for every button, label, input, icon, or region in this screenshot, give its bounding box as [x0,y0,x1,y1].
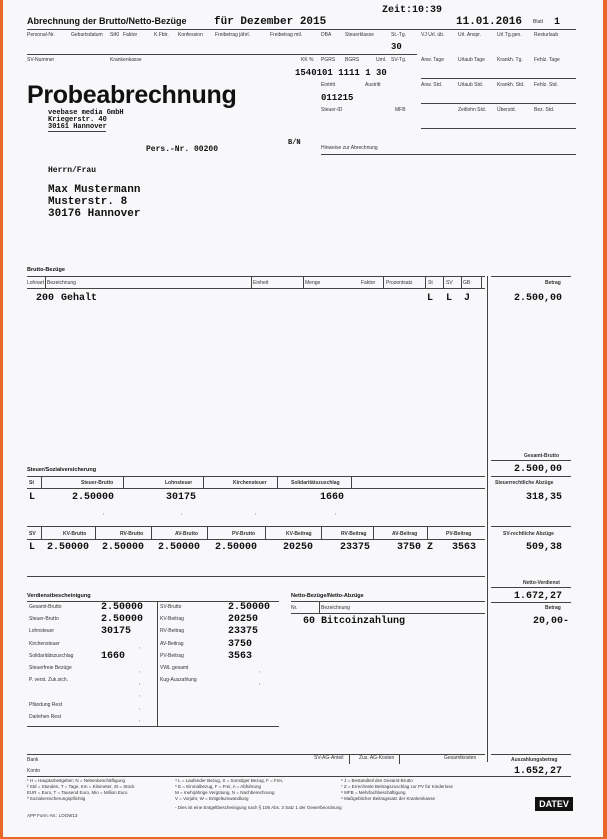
verdienst-section-title: Verdienstbescheinigung [27,593,91,599]
brutto-section-title: Brutto-Bezüge [27,267,65,273]
label-urlaub-std: Urlaub Std. [458,82,484,88]
label-urlaub-tage: Urlaub Tage [458,57,485,63]
label-rv-beitrag: RV-Beitrag [341,531,367,537]
kv-beitrag-value: 20250 [283,542,314,553]
label-sv-nummer: SV-Nummer [27,57,55,63]
verdienst-right-blank-mark: , [259,668,261,674]
label-faktor: Faktor [123,32,138,38]
footnote-line: EUR = Euro, T = Tausend Euro, Mio = Million Euro [27,790,128,795]
label-kirchensteuer: Kirchensteuer [233,480,267,486]
gehalt-betrag: 2.500,00 [514,293,563,304]
nbez-betrag-value: 20,00- [533,616,570,627]
label-freibetrag-mtl: Freibetrag mtl. [270,32,303,38]
time-stamp: Zeit:10:39 [382,5,443,16]
verdienst-value: 2.50000 [101,614,144,626]
datev-logo: DATEV [535,797,573,811]
steuer-code: L [29,492,36,503]
label-krankh-std: Krankh. Std. [497,82,525,88]
verdienst-right-label: AV-Beitrag [160,640,184,647]
verdienst-blank-mark: , [139,668,141,674]
verdienst-right-value: 23375 [228,626,259,638]
sv-line-values: 1540101 1111 1 30 [295,68,387,78]
label-pv-beitrag: PV-Beitrag [446,531,472,537]
label-st-col: St [428,280,433,286]
verdienst-label: Gesamt-Brutto [29,604,62,610]
recipient-name: Max Mustermann [48,184,141,196]
footnote-line: ¹ H = Hauptarbeitgeber; N = Nebenbeschäftigung [27,778,126,783]
label-resturlaub: Resturlaub [534,32,559,38]
label-av-brutto: AV-Brutto [175,531,198,537]
label-kv-beitrag: KV-Beitrag [286,531,312,537]
label-url-tg-gen: Url.Tg.gen. [497,32,522,38]
pv-beitrag-value: 3563 [452,542,477,553]
verdienst-blank-mark: , [139,716,141,723]
footnote-line: V = Vorjahr, W = Entgeltumwandlung [175,796,249,801]
label-nbez-bezeichnung: Bezeichnung [321,605,350,611]
steuer-brutto-value: 2.50000 [72,492,115,503]
label-anw-std: Anw. Std. [421,82,443,88]
label-stkl: StKl [110,32,120,38]
period: für Dezember 2015 [214,16,327,28]
app-form-number: APP Form.-Nr.: LOGW13 [27,813,78,818]
lohnart-value: 200 [36,293,55,304]
footnote-line: ² Std = Stunden, T = Tage, Km = Kilometer, St = Stück [27,784,135,789]
verdienst-label: P. verst. Zuk.sich. [29,677,69,684]
label-rv-brutto: RV-Brutto [120,531,144,537]
verdienst-right-label: PV-Beitrag [160,652,184,659]
document-title: Abrechnung der Brutto/Netto-Bezüge [27,16,187,26]
nbez-bezeichnung-value: Bitcoinzahlung [321,616,406,627]
label-kv-brutto: KV-Brutto [63,531,87,537]
steuer-section-title: Steuer/Sozialversicherung [27,467,97,473]
label-nr: Nr. [291,605,298,611]
verdienst-right-value: 2.50000 [228,602,271,613]
label-konto: Konto [27,768,41,774]
verdienst-blank-mark: , [139,704,141,711]
label-lohnsteuer: Lohnsteuer [165,480,193,486]
av-brutto-value: 2.50000 [158,542,201,553]
st-tg-value: 30 [391,42,402,52]
nbez-section-title: Netto-Bezüge/Netto-Abzüge [291,593,364,599]
label-hinweise: Hinweise zur Abrechnung [321,145,378,151]
verdienst-blank-mark: , [139,680,141,687]
pv-brutto-value: 2.50000 [215,542,258,553]
label-kfbtr: K.Fbtr. [154,32,169,38]
gesamt-brutto-value: 2.500,00 [514,464,563,475]
label-steuer-id: Steuer-ID [321,107,343,113]
label-st-stsv: St [29,480,34,486]
label-steuer-abzuege: Steuerrechtliche Abzüge [495,480,554,486]
sv-abzuege-value: 509,38 [526,542,563,553]
recipient-city: 30176 Hannover [48,208,141,220]
label-krankh-tg: Krankh. Tg. [497,57,523,63]
company-name: veebase media GmbH [48,109,124,117]
company-street: Kriegerstr. 40 [48,116,107,124]
netto-verdienst-value: 1.672,27 [514,591,563,602]
verdienst-right-value: 3563 [228,650,253,662]
verdienst-right-label: Kug-Auszahlung [160,677,197,684]
footnote-line: ⁴ L = Laufender Bezug, S = Sonstiger Bezug, F = Frei, [175,778,283,783]
footnote-line: ⁶ J = Bestandteil des Gesamt-Brutto [341,778,413,783]
label-mfb: MFB [395,107,406,113]
footnote-line: ⁵ E = Einmalbezug, F = Frei, A = Abführung [175,784,262,789]
verdienst-right-value: 3750 [228,638,253,650]
nbez-nr-value: 60 [303,616,316,627]
personal-number: Pers.-Nr. 00200 [146,145,219,154]
footnote-legal: - Dies ist eine Entgeltbescheinigung nach § 108 Abs. 3 Satz 1 der Gewerbeordnung [175,805,342,810]
payslip-sheet: Zeit:10:39 Abrechnung der Brutto/Netto-Bezüge für Dezember 2015 11.01.2016 Blatt 1 Personal-Nr. Geburtsdatum StKl Faktor K.Fbtr. Konfession Freibetrag jährl. Freibetrag mtl. DBA Steuerklasse St.-Tg. 30 VJ Url. üb. Url. Anspr. Url.Tg.gen. Resturlaub SV-Nummer Krankenkasse KK % PGRS BGRS Uml. SV-Tg. 1540101 1111 1 30 Anw. Tage Urlaub Tage Krankh. Tg. Fehlz. Tage Probeabrechnung Eintritt Austritt 011215 Steuer-ID MFB Anw. Std. Urlaub Std. Krankh. Std. Fehlz. Std. Zeitlohn Std. Überstd. Bez. Std. veebase media GmbH Kriegerstr. 40 30161 Hannover Pers.-Nr. 00200 B/N Hinweise zur Abrechnung Herrn/Frau Max Mustermann Musterstr. 8 30176 Hannover Brutto-Bezüge Lohnart Bezeichnung Einheit Menge Faktor Prozentsatz St SV GB Betrag 200 Gehalt L L J 2.500,00 Gesamt-Brutto 2.500,00 Steuer/Sozialversicherung St Steuer-Brutto Lohnsteuer Kirchensteuer Solidaritätszuschlag Steuerrechtliche Abzüge L 2.50000 30175 1660 318,35 , , , , SV KV-Brutto RV-Brutto AV-Brutto PV-Brutto KV-Beitrag RV-Beitrag AV-Beitrag PV-Beitrag SV-rechtliche Abzüge L 2.50000 2.50000 2.50000 2.50000 20250 23375 3750 Z 3563 509,38 Netto-Verdienst 1.672,27 Verdienstbescheinigung Gesamt-Brutto 2.50000 Steuer-Brutto 2.50000 Lohnsteuer 30175 Kirchensteuer , Solidaritätszuschlag 1660 Steuerfreie Bezüge , P. verst. Zuk.sich. , , Pfändung Rest , Darlehen Rest , SV-Brutto 2.50000 KV-Beitrag 20250 RV-Beitrag 23375 AV-Beitrag 3750 PV-Beitrag 3563 VWL gesamt , Kug-Auszahlung , Netto-Bezüge/Netto-Abzüge Nr. Bezeichnung Betrag 60 Bitcoinzahlung 20,00- Bank Konto SV-AG-Anteil Zus. AG-Kosten Gesamtkosten Auszahlungsbetrag 1.652,27 ¹ H = Hauptarbeitgeber; N = Nebenbeschäftigung ² Std = Stunden, T = Tage, Km = Kilometer, St = Stück EUR = Euro, T = Tausend Euro, Mio = Million Euro ³ Sozialversicherungspflichtig ⁴ L = Laufender Bezug, S = Sonstiger Bezug, F = Frei, ⁵ E = Einmalbezug, F = Frei, A = Abführung M = mehrjährige Vergütung, N = Nachberechnung V = Vorjahr, W = Entgeltumwandlung ⁶ J = Bestandteil des Gesamt-Brutto ⁷ Z = Errechnete Beitragszuschlag zur PV für Kinderlose ⁸ MFB = Mehrfachbeschäftigung ⁹ Maßgeblicher Beitragssatz der Krankenkasse - Dies ist eine Entgeltbescheinigung nach § 108 Abs. 3 Satz 1 der Gewerbeordnung APP Form.-Nr.: LOGW13 DATEV [3,0,603,837]
verdienst-right-blank-mark: , [259,680,261,687]
footnote-line: ³ Sozialversicherungspflichtig [27,796,86,801]
verdienst-value: 2.50000 [101,602,144,613]
label-prozentsatz: Prozentsatz [386,280,413,286]
verdienst-right-label: VWL gesamt [160,665,189,671]
sv-code: L [29,542,36,553]
eintritt-value: 011215 [321,93,354,103]
label-anw-tage: Anw. Tage [421,57,444,63]
rv-beitrag-value: 23375 [340,542,371,553]
av-beitrag-value: 3750 [397,542,422,553]
label-st-tg: St.-Tg. [391,32,407,38]
verdienst-label: Lohnsteuer [29,628,55,635]
bn-marker: B/N [288,139,301,147]
verdienst-right-label: RV-Beitrag [160,628,185,635]
label-freibetrag-jaehrl: Freibetrag jährl. [215,32,251,38]
verdienst-label: Darlehen Rest [29,713,61,720]
verdienst-right-label: SV-Brutto [160,604,182,610]
label-sv-ag-anteil: SV-AG-Anteil [314,755,344,761]
label-kk-prozent: KK % [301,57,314,63]
label-url-anspr: Url. Anspr. [458,32,482,38]
verdienst-label: Pfändung Rest [29,701,63,708]
label-einheit: Einheit [253,280,269,286]
label-sv-tg: SV-Tg. [391,57,407,63]
footnote-line: M = mehrjährige Vergütung, N = Nachberechnung [175,790,275,795]
label-zus-ag-kosten: Zus. AG-Kosten [359,755,395,761]
label-konfession: Konfession [178,32,203,38]
label-bezeichnung: Bezeichnung [47,280,76,286]
label-zeitlohn-std: Zeitlohn Std. [458,107,487,113]
verdienst-label: Solidaritätszuschlag [29,652,74,659]
label-ueberstd: Überstd. [497,107,516,113]
label-krankenkasse: Krankenkasse [110,57,142,63]
footnote-line: ⁹ Maßgeblicher Beitragssatz der Krankenkasse [341,796,435,801]
blatt-label: Blatt [533,19,544,25]
verdienst-value: 30175 [101,626,132,638]
probeabrechnung-title: Probeabrechnung [27,81,237,109]
label-vj-url: VJ Url. üb. [421,32,445,38]
verdienst-label: Steuer-Brutto [29,616,59,623]
verdienst-label: Kirchensteuer [29,640,60,647]
bezeichnung-value: Gehalt [61,293,98,304]
salutation: Herrn/Frau [48,166,97,175]
verdienst-right-label: KV-Beitrag [160,616,184,623]
label-betrag: Betrag [545,280,561,286]
verdienst-value: 1660 [101,650,126,662]
label-eintritt: Eintritt [321,82,336,88]
verdienst-label: Steuerfreie Bezüge [29,665,72,671]
label-sv-stsv: SV [29,531,36,537]
label-fehlz-std: Fehlz. Std. [534,82,558,88]
label-dba: DBA [321,32,332,38]
label-bez-std: Bez. Std. [534,107,555,113]
gb-value: J [464,293,471,304]
label-pgrs: PGRS [321,57,336,63]
label-sv-abzuege: SV-rechtliche Abzüge [503,531,554,537]
pv-zuschlag-marker: Z [427,542,434,553]
recipient-street: Musterstr. 8 [48,196,128,208]
label-pv-brutto: PV-Brutto [232,531,256,537]
footnote-line: ⁷ Z = Errechnete Beitragszuschlag zur PV für Kinderlose [341,784,454,789]
label-gesamt-brutto: Gesamt-Brutto [524,453,560,459]
label-sv-col: SV [446,280,453,286]
label-soli: Solidaritätszuschlag [291,480,340,486]
label-personal-nr: Personal-Nr. [27,32,55,38]
label-bgrs: BGRS [345,57,360,63]
company-city: 30161 Hannover [48,123,107,131]
label-geburtsdatum: Geburtsdatum [71,32,103,38]
label-menge: Menge [305,280,321,286]
label-netto-verdienst: Netto-Verdienst [523,580,560,586]
label-gb-col: GB [463,280,471,286]
label-austritt: Austritt [365,82,381,88]
date: 11.01.2016 [456,16,523,28]
label-nbez-betrag: Betrag [545,605,561,611]
soli-value: 1660 [320,492,345,503]
lohnsteuer-value: 30175 [166,492,197,503]
kv-brutto-value: 2.50000 [47,542,90,553]
rv-brutto-value: 2.50000 [102,542,145,553]
label-auszahlungsbetrag: Auszahlungsbetrag [511,757,558,763]
label-uml: Uml. [376,57,387,63]
verdienst-blank-mark: , [139,692,141,699]
label-gesamtkosten: Gesamtkosten [444,755,477,761]
sv-value: L [446,293,453,304]
auszahlung-value: 1.652,27 [514,766,563,777]
label-steuer-brutto: Steuer-Brutto [81,480,114,486]
verdienst-blank-mark: , [139,643,141,650]
footnote-line: ⁸ MFB = Mehrfachbeschäftigung [341,790,406,795]
label-fehlz-tage: Fehlz. Tage [534,57,560,63]
blatt-number: 1 [554,17,561,28]
st-value: L [427,293,434,304]
steuer-abzuege-value: 318,35 [526,492,563,503]
label-av-beitrag: AV-Beitrag [392,531,418,537]
label-bank: Bank [27,757,39,763]
label-steuerklasse: Steuerklasse [345,32,374,38]
label-faktor-col: Faktor [361,280,376,286]
verdienst-right-value: 20250 [228,614,259,626]
label-lohnart: Lohnart [27,280,44,286]
